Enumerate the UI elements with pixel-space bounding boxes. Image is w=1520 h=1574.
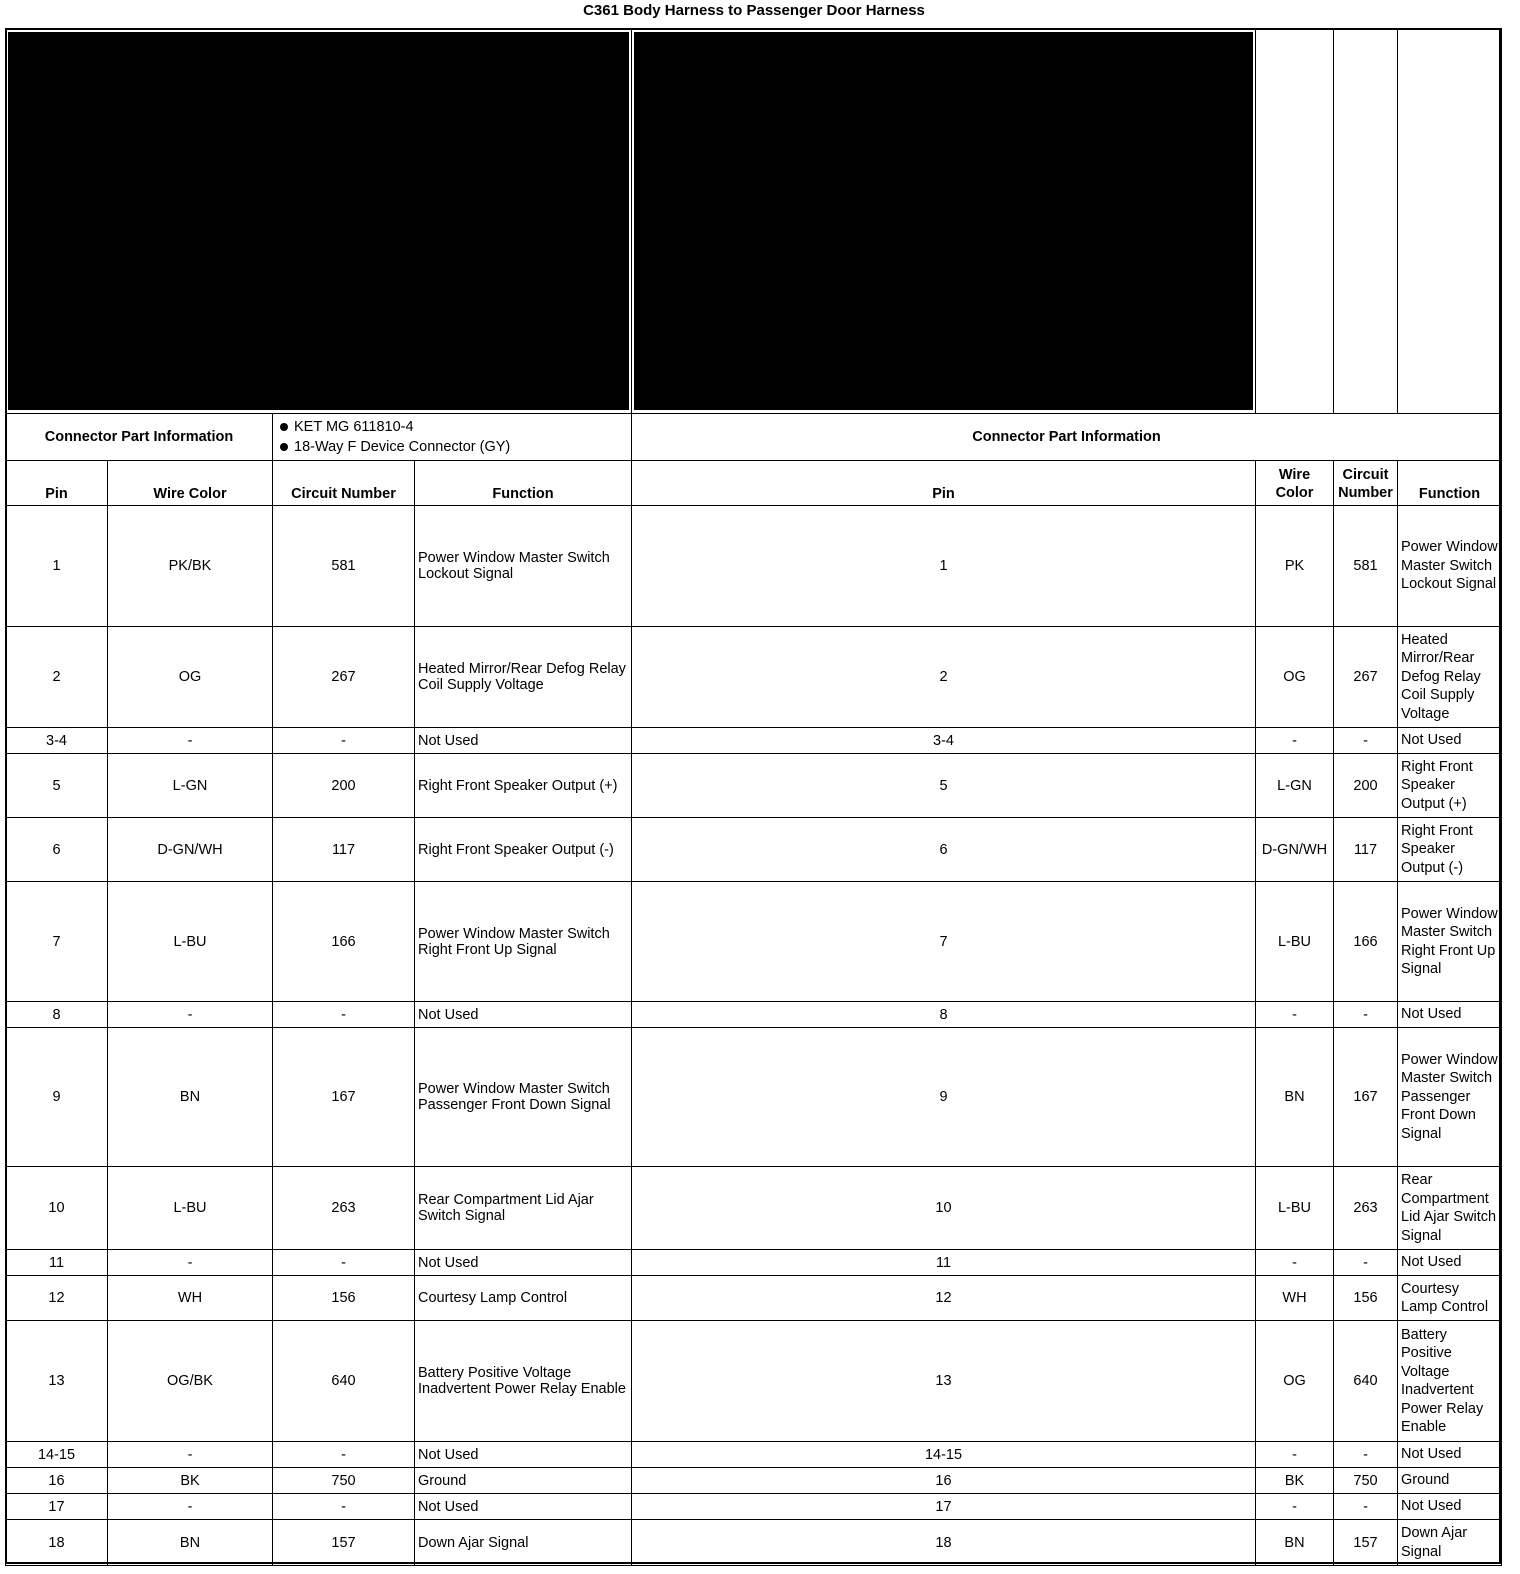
circuit-number-cell-right: - xyxy=(1334,1250,1398,1276)
pin-cell-right: 11 xyxy=(632,1250,1256,1276)
pin-cell: 16 xyxy=(6,1468,108,1494)
wire-color-cell: PK/BK xyxy=(108,506,273,627)
pin-cell: 2 xyxy=(6,627,108,728)
pin-cell-right: 10 xyxy=(632,1167,1256,1250)
circuit-number-cell: 156 xyxy=(273,1276,415,1321)
wire-color-cell-right: - xyxy=(1256,1494,1334,1520)
wire-color-cell-right: - xyxy=(1256,1002,1334,1028)
function-cell: Not Used xyxy=(415,728,632,754)
circuit-number-cell: 157 xyxy=(273,1520,415,1566)
circuit-number-cell-right: - xyxy=(1334,1002,1398,1028)
header-pin-right: Pin xyxy=(632,461,1256,506)
header-function-right: Function xyxy=(1398,461,1502,506)
function-cell-right: Not Used xyxy=(1398,1442,1502,1468)
circuit-number-cell-right: - xyxy=(1334,1494,1398,1520)
function-cell-right: Right Front Speaker Output (+) xyxy=(1398,754,1502,818)
function-cell-right: Not Used xyxy=(1398,1494,1502,1520)
pin-cell-right: 7 xyxy=(632,882,1256,1002)
wire-color-cell-right: L-GN xyxy=(1256,754,1334,818)
pin-cell: 5 xyxy=(6,754,108,818)
header-wire-color-right: Wire Color xyxy=(1256,461,1334,506)
circuit-number-cell: - xyxy=(273,1442,415,1468)
function-cell: Rear Compartment Lid Ajar Switch Signal xyxy=(415,1167,632,1250)
function-cell-right: Rear Compartment Lid Ajar Switch Signal xyxy=(1398,1167,1502,1250)
function-cell: Not Used xyxy=(415,1494,632,1520)
function-cell-right: Not Used xyxy=(1398,1250,1502,1276)
circuit-number-cell: 166 xyxy=(273,882,415,1002)
circuit-number-cell-right: 156 xyxy=(1334,1276,1398,1321)
header-circuit-number-right: Circuit Number xyxy=(1334,461,1398,506)
wire-color-cell: BN xyxy=(108,1520,273,1566)
wire-color-cell: OG/BK xyxy=(108,1321,273,1442)
wire-color-cell-right: - xyxy=(1256,1442,1334,1468)
wire-color-cell: - xyxy=(108,1494,273,1520)
wire-color-cell: - xyxy=(108,1002,273,1028)
pin-cell-right: 14-15 xyxy=(632,1442,1256,1468)
connector-bullet-item: KET MG 611810-4 xyxy=(276,417,628,437)
pin-cell: 7 xyxy=(6,882,108,1002)
circuit-number-cell: 750 xyxy=(273,1468,415,1494)
function-cell-right: Down Ajar Signal xyxy=(1398,1520,1502,1566)
pin-cell-right: 2 xyxy=(632,627,1256,728)
circuit-number-cell: - xyxy=(273,1002,415,1028)
function-cell: Power Window Master Switch Lockout Signal xyxy=(415,506,632,627)
circuit-number-cell: 117 xyxy=(273,818,415,882)
function-cell: Not Used xyxy=(415,1002,632,1028)
pin-cell: 18 xyxy=(6,1520,108,1566)
document-title: C361 Body Harness to Passenger Door Harness xyxy=(583,2,925,19)
function-cell: Right Front Speaker Output (+) xyxy=(415,754,632,818)
pin-cell: 3-4 xyxy=(6,728,108,754)
circuit-number-cell: 200 xyxy=(273,754,415,818)
wire-color-cell-right: - xyxy=(1256,1250,1334,1276)
wire-color-cell-right: WH xyxy=(1256,1276,1334,1321)
wire-color-cell: L-BU xyxy=(108,882,273,1002)
pin-cell: 12 xyxy=(6,1276,108,1321)
function-cell: Down Ajar Signal xyxy=(415,1520,632,1566)
header-function: Function xyxy=(415,461,632,506)
wire-color-cell: D-GN/WH xyxy=(108,818,273,882)
wire-color-cell: - xyxy=(108,1250,273,1276)
wire-color-cell-right: L-BU xyxy=(1256,1167,1334,1250)
function-cell: Power Window Master Switch Right Front Up Signal xyxy=(415,882,632,1002)
wire-color-cell-right: OG xyxy=(1256,1321,1334,1442)
circuit-number-cell-right: 263 xyxy=(1334,1167,1398,1250)
circuit-number-cell: - xyxy=(273,1494,415,1520)
wire-color-cell: L-BU xyxy=(108,1167,273,1250)
pin-cell-right: 3-4 xyxy=(632,728,1256,754)
pin-cell-right: 6 xyxy=(632,818,1256,882)
wire-color-cell: OG xyxy=(108,627,273,728)
wire-color-cell: BN xyxy=(108,1028,273,1167)
wire-color-cell: L-GN xyxy=(108,754,273,818)
function-cell-right: Power Window Master Switch Right Front Up Signal xyxy=(1398,882,1502,1002)
pin-cell-right: 16 xyxy=(632,1468,1256,1494)
function-cell: Power Window Master Switch Passenger Front Down Signal xyxy=(415,1028,632,1167)
pin-cell: 1 xyxy=(6,506,108,627)
pin-cell-right: 18 xyxy=(632,1520,1256,1566)
wire-color-cell: BK xyxy=(108,1468,273,1494)
pin-cell-right: 9 xyxy=(632,1028,1256,1167)
pin-cell: 17 xyxy=(6,1494,108,1520)
header-wire-color: Wire Color xyxy=(108,461,273,506)
wire-color-cell: - xyxy=(108,728,273,754)
circuit-number-cell-right: 166 xyxy=(1334,882,1398,1002)
wire-color-cell: WH xyxy=(108,1276,273,1321)
function-cell: Not Used xyxy=(415,1442,632,1468)
connector-bullet-item: 18-Way F Device Connector (GY) xyxy=(276,437,628,457)
table-frame xyxy=(5,28,1501,1564)
left-connector-info-label: Connector Part Information xyxy=(6,414,273,461)
pin-cell: 9 xyxy=(6,1028,108,1167)
wire-color-cell: - xyxy=(108,1442,273,1468)
function-cell-right: Not Used xyxy=(1398,728,1502,754)
function-cell-right: Heated Mirror/Rear Defog Relay Coil Supply Voltage xyxy=(1398,627,1502,728)
header-pin: Pin xyxy=(6,461,108,506)
function-cell-right: Power Window Master Switch Lockout Signal xyxy=(1398,506,1502,627)
wire-color-cell-right: BN xyxy=(1256,1028,1334,1167)
function-cell: Battery Positive Voltage Inadvertent Power Relay Enable xyxy=(415,1321,632,1442)
function-cell: Courtesy Lamp Control xyxy=(415,1276,632,1321)
function-cell-right: Power Window Master Switch Passenger Front Down Signal xyxy=(1398,1028,1502,1167)
wire-color-cell-right: OG xyxy=(1256,627,1334,728)
right-connector-info-label: Connector Part Information xyxy=(632,414,1502,461)
circuit-number-cell-right: 200 xyxy=(1334,754,1398,818)
function-cell-right: Courtesy Lamp Control xyxy=(1398,1276,1502,1321)
wire-color-cell-right: BN xyxy=(1256,1520,1334,1566)
pin-cell: 13 xyxy=(6,1321,108,1442)
circuit-number-cell-right: 640 xyxy=(1334,1321,1398,1442)
circuit-number-cell: 640 xyxy=(273,1321,415,1442)
function-cell-right: Ground xyxy=(1398,1468,1502,1494)
header-circuit-number: Circuit Number xyxy=(273,461,415,506)
function-cell: Not Used xyxy=(415,1250,632,1276)
circuit-number-cell-right: 157 xyxy=(1334,1520,1398,1566)
pin-cell-right: 13 xyxy=(632,1321,1256,1442)
function-cell-right: Not Used xyxy=(1398,1002,1502,1028)
circuit-number-cell: 581 xyxy=(273,506,415,627)
circuit-number-cell: 263 xyxy=(273,1167,415,1250)
circuit-number-cell: - xyxy=(273,1250,415,1276)
circuit-number-cell-right: 267 xyxy=(1334,627,1398,728)
function-cell: Ground xyxy=(415,1468,632,1494)
function-cell-right: Right Front Speaker Output (-) xyxy=(1398,818,1502,882)
function-cell: Heated Mirror/Rear Defog Relay Coil Supply Voltage xyxy=(415,627,632,728)
circuit-number-cell: - xyxy=(273,728,415,754)
pin-cell-right: 12 xyxy=(632,1276,1256,1321)
pin-cell: 6 xyxy=(6,818,108,882)
pin-cell: 8 xyxy=(6,1002,108,1028)
circuit-number-cell-right: 167 xyxy=(1334,1028,1398,1167)
pin-cell: 11 xyxy=(6,1250,108,1276)
function-cell: Right Front Speaker Output (-) xyxy=(415,818,632,882)
circuit-number-cell-right: 581 xyxy=(1334,506,1398,627)
pin-cell-right: 5 xyxy=(632,754,1256,818)
pin-cell: 14-15 xyxy=(6,1442,108,1468)
pin-cell-right: 8 xyxy=(632,1002,1256,1028)
circuit-number-cell-right: - xyxy=(1334,1442,1398,1468)
pin-cell-right: 17 xyxy=(632,1494,1256,1520)
circuit-number-cell-right: - xyxy=(1334,728,1398,754)
wire-color-cell-right: L-BU xyxy=(1256,882,1334,1002)
wire-color-cell-right: D-GN/WH xyxy=(1256,818,1334,882)
circuit-number-cell: 167 xyxy=(273,1028,415,1167)
wire-color-cell-right: - xyxy=(1256,728,1334,754)
function-cell-right: Battery Positive Voltage Inadvertent Power Relay Enable xyxy=(1398,1321,1502,1442)
wire-color-cell-right: BK xyxy=(1256,1468,1334,1494)
circuit-number-cell: 267 xyxy=(273,627,415,728)
wire-color-cell-right: PK xyxy=(1256,506,1334,627)
circuit-number-cell-right: 117 xyxy=(1334,818,1398,882)
pin-cell-right: 1 xyxy=(632,506,1256,627)
pin-cell: 10 xyxy=(6,1167,108,1250)
circuit-number-cell-right: 750 xyxy=(1334,1468,1398,1494)
